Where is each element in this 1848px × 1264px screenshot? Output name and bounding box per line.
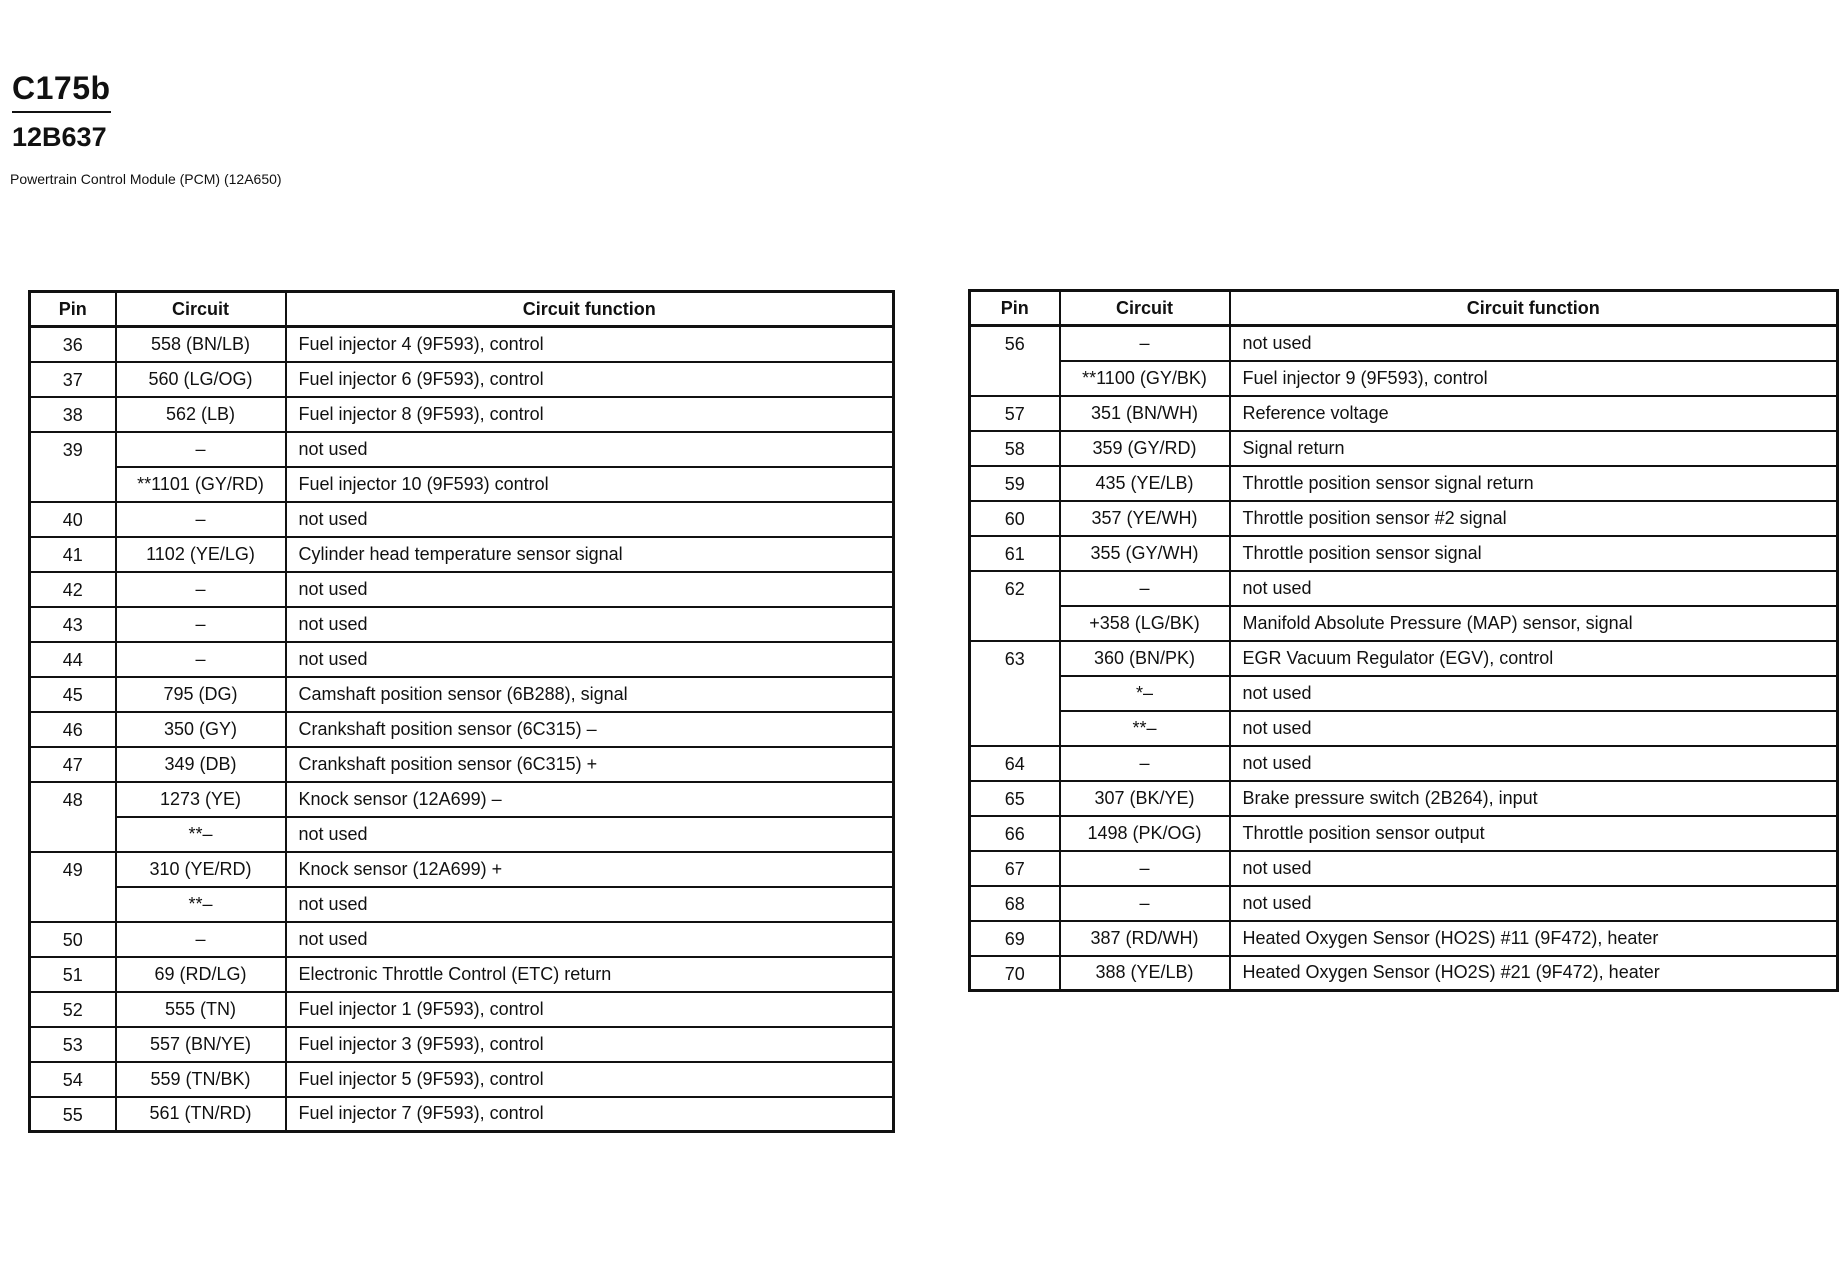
table-row (970, 711, 1838, 746)
circuit-cell: 69 (RD/LG) (116, 957, 286, 992)
pin-cell: 53 (30, 1027, 116, 1062)
table-row (970, 816, 1838, 851)
circuit-cell: 560 (LG/OG) (116, 362, 286, 397)
circuit-cell: **– (1060, 711, 1230, 746)
pinout-table-left-body (30, 327, 894, 1132)
pin-cell: 58 (970, 431, 1060, 466)
pin-cell: 38 (30, 397, 116, 432)
table-row (970, 956, 1838, 991)
function-cell: Fuel injector 1 (9F593), control (286, 992, 894, 1027)
circuit-cell: – (116, 432, 286, 467)
table-row (30, 362, 894, 397)
table-header-row (30, 292, 894, 327)
table-header-row (970, 291, 1838, 326)
pin-cell: 67 (970, 851, 1060, 886)
pin-cell: 44 (30, 642, 116, 677)
function-cell: Brake pressure switch (2B264), input (1230, 781, 1838, 816)
circuit-cell: – (116, 642, 286, 677)
function-cell: Fuel injector 6 (9F593), control (286, 362, 894, 397)
function-cell: Fuel injector 10 (9F593) control (286, 467, 894, 502)
table-row (30, 1062, 894, 1097)
pin-cell: 59 (970, 466, 1060, 501)
circuit-cell: – (1060, 886, 1230, 921)
circuit-cell: – (1060, 326, 1230, 361)
table-row (970, 466, 1838, 501)
circuit-cell: 1498 (PK/OG) (1060, 816, 1230, 851)
pinout-table-right (968, 289, 1839, 992)
function-cell: Electronic Throttle Control (ETC) return (286, 957, 894, 992)
table-row (30, 887, 894, 922)
function-cell: not used (286, 642, 894, 677)
function-cell: Fuel injector 8 (9F593), control (286, 397, 894, 432)
function-cell: Fuel injector 5 (9F593), control (286, 1062, 894, 1097)
table-row (970, 501, 1838, 536)
table-row (30, 677, 894, 712)
table-row (30, 957, 894, 992)
circuit-cell: 360 (BN/PK) (1060, 641, 1230, 676)
table-row (970, 326, 1838, 361)
function-cell: not used (286, 887, 894, 922)
table-row (30, 747, 894, 782)
function-cell: Cylinder head temperature sensor signal (286, 537, 894, 572)
circuit-cell: – (1060, 746, 1230, 781)
table-row (30, 1097, 894, 1132)
function-cell: Heated Oxygen Sensor (HO2S) #11 (9F472), heater (1230, 921, 1838, 956)
table-row (970, 781, 1838, 816)
circuit-cell: – (116, 607, 286, 642)
pin-cell: 50 (30, 922, 116, 957)
function-cell: Manifold Absolute Pressure (MAP) sensor, signal (1230, 606, 1838, 641)
pinout-table-left (28, 290, 895, 1133)
circuit-cell: **– (116, 887, 286, 922)
table-row (970, 676, 1838, 711)
pin-cell: 36 (30, 327, 116, 362)
pin-cell: 42 (30, 572, 116, 607)
function-cell: Camshaft position sensor (6B288), signal (286, 677, 894, 712)
table-row (970, 851, 1838, 886)
pin-cell: 41 (30, 537, 116, 572)
function-cell: not used (286, 502, 894, 537)
pin-cell: 69 (970, 921, 1060, 956)
table-row (970, 746, 1838, 781)
circuit-cell: 557 (BN/YE) (116, 1027, 286, 1062)
pin-cell: 66 (970, 816, 1060, 851)
pin-cell: 61 (970, 536, 1060, 571)
pin-cell: 43 (30, 607, 116, 642)
pin-cell (30, 817, 116, 852)
circuit-cell: +358 (LG/BK) (1060, 606, 1230, 641)
table-row (970, 606, 1838, 641)
circuit-cell: 561 (TN/RD) (116, 1097, 286, 1132)
pin-column-header: Pin (30, 292, 116, 327)
function-cell: Reference voltage (1230, 396, 1838, 431)
table-row (30, 397, 894, 432)
pin-cell: 70 (970, 956, 1060, 991)
circuit-cell: **1100 (GY/BK) (1060, 361, 1230, 396)
pin-cell: 47 (30, 747, 116, 782)
function-cell: Fuel injector 7 (9F593), control (286, 1097, 894, 1132)
circuit-cell: – (116, 502, 286, 537)
circuit-column-header: Circuit (116, 292, 286, 327)
function-cell: Knock sensor (12A699) – (286, 782, 894, 817)
function-cell: Throttle position sensor #2 signal (1230, 501, 1838, 536)
pin-cell: 46 (30, 712, 116, 747)
function-cell: Fuel injector 9 (9F593), control (1230, 361, 1838, 396)
pin-cell: 40 (30, 502, 116, 537)
table-row (30, 327, 894, 362)
function-cell: Fuel injector 4 (9F593), control (286, 327, 894, 362)
pin-cell: 54 (30, 1062, 116, 1097)
table-row (970, 396, 1838, 431)
pin-cell (30, 887, 116, 922)
pin-cell: 63 (970, 641, 1060, 676)
circuit-cell: 349 (DB) (116, 747, 286, 782)
function-cell: not used (1230, 746, 1838, 781)
function-cell: not used (286, 607, 894, 642)
function-cell: not used (286, 572, 894, 607)
function-cell: not used (1230, 326, 1838, 361)
pin-cell: 52 (30, 992, 116, 1027)
circuit-column-header: Circuit (1060, 291, 1230, 326)
pin-cell (30, 467, 116, 502)
table-row (970, 641, 1838, 676)
circuit-cell: – (116, 572, 286, 607)
table-row (30, 607, 894, 642)
pin-cell: 64 (970, 746, 1060, 781)
function-cell: not used (1230, 886, 1838, 921)
function-cell: Throttle position sensor output (1230, 816, 1838, 851)
circuit-cell: *– (1060, 676, 1230, 711)
function-cell: Crankshaft position sensor (6C315) + (286, 747, 894, 782)
circuit-cell: 1102 (YE/LG) (116, 537, 286, 572)
circuit-cell: – (1060, 851, 1230, 886)
table-row (970, 571, 1838, 606)
circuit-cell: – (1060, 571, 1230, 606)
circuit-cell: 562 (LB) (116, 397, 286, 432)
circuit-cell: 555 (TN) (116, 992, 286, 1027)
pin-cell: 57 (970, 396, 1060, 431)
function-cell: EGR Vacuum Regulator (EGV), control (1230, 641, 1838, 676)
function-cell: Crankshaft position sensor (6C315) – (286, 712, 894, 747)
table-row (30, 712, 894, 747)
pin-cell: 39 (30, 432, 116, 467)
pinout-table-right-body (970, 326, 1838, 991)
pin-cell (970, 676, 1060, 711)
table-row (30, 1027, 894, 1062)
pin-cell: 51 (30, 957, 116, 992)
function-cell: Fuel injector 3 (9F593), control (286, 1027, 894, 1062)
function-cell: Throttle position sensor signal (1230, 536, 1838, 571)
function-column-header: Circuit function (286, 292, 894, 327)
circuit-cell: 357 (YE/WH) (1060, 501, 1230, 536)
table-row (30, 992, 894, 1027)
pin-cell: 49 (30, 852, 116, 887)
pin-cell: 55 (30, 1097, 116, 1132)
circuit-cell: 307 (BK/YE) (1060, 781, 1230, 816)
table-row (30, 922, 894, 957)
function-cell: not used (286, 922, 894, 957)
table-row (970, 361, 1838, 396)
table-row (30, 572, 894, 607)
pin-cell (970, 711, 1060, 746)
table-row (30, 537, 894, 572)
function-cell: Throttle position sensor signal return (1230, 466, 1838, 501)
pin-cell: 65 (970, 781, 1060, 816)
circuit-cell: – (116, 922, 286, 957)
circuit-cell: 351 (BN/WH) (1060, 396, 1230, 431)
function-cell: not used (1230, 851, 1838, 886)
function-cell: not used (1230, 676, 1838, 711)
table-row (30, 782, 894, 817)
circuit-cell: 435 (YE/LB) (1060, 466, 1230, 501)
pin-cell: 60 (970, 501, 1060, 536)
circuit-cell: 310 (YE/RD) (116, 852, 286, 887)
table-row (30, 432, 894, 467)
function-cell: not used (286, 432, 894, 467)
circuit-cell: 558 (BN/LB) (116, 327, 286, 362)
pin-cell: 45 (30, 677, 116, 712)
pin-cell: 62 (970, 571, 1060, 606)
circuit-cell: 559 (TN/BK) (116, 1062, 286, 1097)
function-cell: not used (286, 817, 894, 852)
pin-column-header: Pin (970, 291, 1060, 326)
table-row (30, 852, 894, 887)
table-row (30, 642, 894, 677)
circuit-cell: 387 (RD/WH) (1060, 921, 1230, 956)
circuit-cell: 355 (GY/WH) (1060, 536, 1230, 571)
function-cell: not used (1230, 711, 1838, 746)
table-row (30, 817, 894, 852)
function-cell: Signal return (1230, 431, 1838, 466)
table-row (970, 886, 1838, 921)
table-row (970, 431, 1838, 466)
pin-cell (970, 606, 1060, 641)
function-cell: Heated Oxygen Sensor (HO2S) #21 (9F472), heater (1230, 956, 1838, 991)
pin-cell (970, 361, 1060, 396)
connector-id: C175b (12, 70, 111, 113)
circuit-cell: 1273 (YE) (116, 782, 286, 817)
pin-cell: 68 (970, 886, 1060, 921)
function-cell: Knock sensor (12A699) + (286, 852, 894, 887)
pin-cell: 56 (970, 326, 1060, 361)
table-row (30, 502, 894, 537)
table-row (30, 467, 894, 502)
circuit-cell: **1101 (GY/RD) (116, 467, 286, 502)
part-number: 12B637 (12, 122, 107, 152)
pin-cell: 37 (30, 362, 116, 397)
pin-cell: 48 (30, 782, 116, 817)
component-description: Powertrain Control Module (PCM) (12A650) (10, 171, 282, 187)
circuit-cell: 795 (DG) (116, 677, 286, 712)
circuit-cell: 350 (GY) (116, 712, 286, 747)
circuit-cell: 359 (GY/RD) (1060, 431, 1230, 466)
circuit-cell: 388 (YE/LB) (1060, 956, 1230, 991)
circuit-cell: **– (116, 817, 286, 852)
table-row (970, 921, 1838, 956)
function-column-header: Circuit function (1230, 291, 1838, 326)
table-row (970, 536, 1838, 571)
function-cell: not used (1230, 571, 1838, 606)
